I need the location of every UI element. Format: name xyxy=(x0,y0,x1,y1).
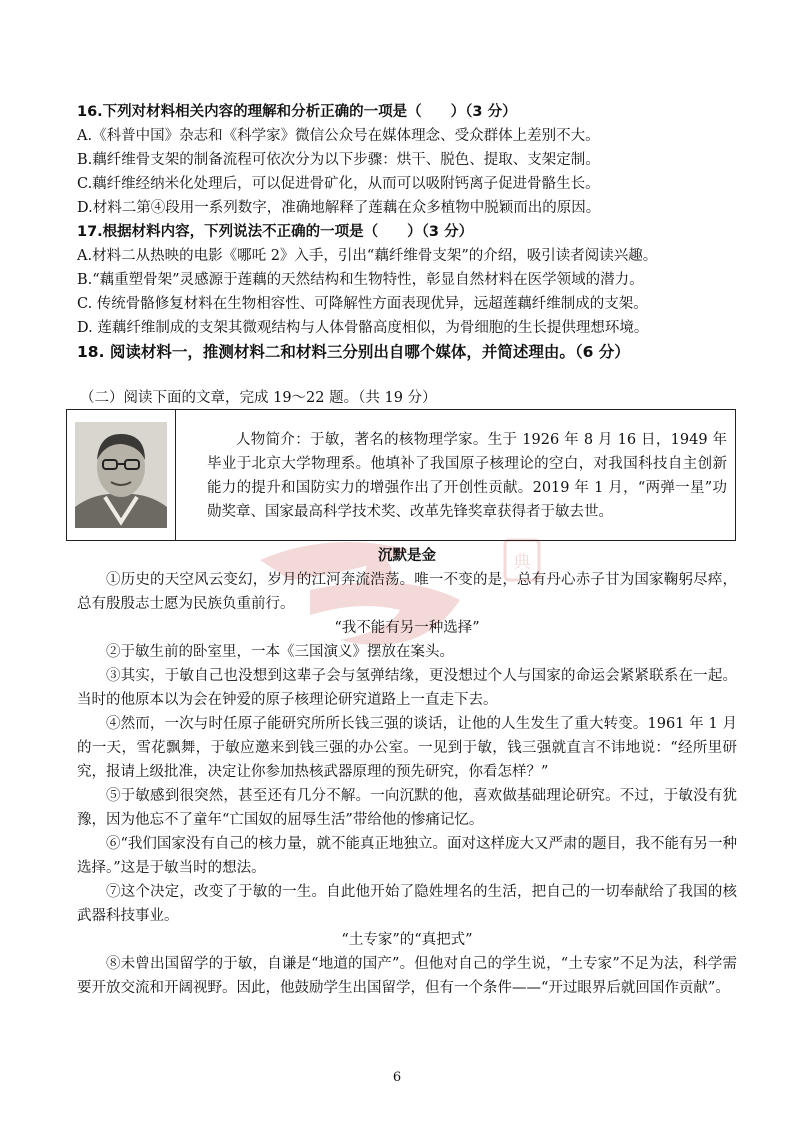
portrait-photo xyxy=(75,422,167,528)
question-17-option-b: B.“藕重塑骨架”灵感源于莲藕的天然结构和生物特性，彰显自然材料在医学领域的潜力。 xyxy=(77,272,644,288)
article-paragraph-1: ①历史的天空风云变幻，岁月的江河奔流浩荡。唯一不变的是，总有丹心赤子甘为国家鞠躬尽瘁，总有殷殷志士愿为民族负重前行。 xyxy=(77,572,737,612)
question-16-option-b: B.藕纤维骨支架的制备流程可依次分为以下步骤：烘干、脱色、提取、支架定制。 xyxy=(77,152,600,168)
question-17-option-a: A.材料二从热映的电影《哪吒 2》入手，引出“藕纤维骨支架”的介绍，吸引读者阅读兴趣。 xyxy=(77,248,658,264)
article-paragraph-3: ③其实，于敏自己也没想到这辈子会与氢弹结缘，更没想过个人与国家的命运会紧紧联系在一起。当时的他原本以为会在钟爱的原子核理论研究道路上一直走下去。 xyxy=(77,668,737,708)
bio-text: 人物简介：于敏，著名的核物理学家。生于 1926 年 8 月 16 日，1949 年毕业于北京大学物理系。他填补了我国原子核理论的空白，对我国科技自主创新能力的提升和国防实力的增强作出了开创性贡献。2019 年 1 月，“两弹一星”功勋奖章、国家最高科学技术奖、改革先锋奖章获得者于敏去世。 xyxy=(207,432,727,520)
page-number: 6 xyxy=(392,1070,402,1085)
article-paragraph-7: ⑦这个决定，改变了于敏的一生。自此他开始了隐姓埋名的生活，把自己的一切奉献给了我国的核武器科技事业。 xyxy=(77,884,737,924)
section-2-heading: （二）阅读下面的文章，完成 19～22 题。（共 19 分） xyxy=(80,390,437,406)
svg-text:典: 典 xyxy=(513,552,531,573)
article-paragraph-2: ②于敏生前的卧室里，一本《三国演义》摆放在案头。 xyxy=(106,644,454,660)
article-paragraph-5: ⑤于敏感到很突然，甚至还有几分不解。一向沉默的他，喜欢做基础理论研究。不过，于敏没有犹豫，因为他忘不了童年“亡国奴的屈辱生活”带给他的惨痛记忆。 xyxy=(77,788,737,828)
bio-box xyxy=(66,409,736,541)
question-17-option-d: D. 莲藕纤维制成的支架其微观结构与人体骨骼高度相似，为骨细胞的生长提供理想环境。 xyxy=(77,320,649,336)
question-18-stem: 18. 阅读材料一，推测材料二和材料三分别出自哪个媒体，并简述理由。（6 分） xyxy=(77,343,630,361)
question-16-option-c: C.藕纤维经纳米化处理后，可以促进骨矿化，从而可以吸附钙离子促进骨骼生长。 xyxy=(77,176,600,192)
question-16-option-a: A.《科普中国》杂志和《科学家》微信公众号在媒体理念、受众群体上差别不大。 xyxy=(77,128,600,144)
question-17-stem: 17.根据材料内容，下列说法不正确的一项是（ ）（3 分） xyxy=(77,224,474,240)
article-paragraph-4: ④然而，一次与时任原子能研究所所长钱三强的谈话，让他的人生发生了重大转变。1961 年 1 月的一天，雪花飘舞，于敏应邀来到钱三强的办公室。一见到于敏，钱三强就直言不讳地说：“经所里研究，报请上级批准，决定让你参加热核武器原理的预先研究，你看怎样？” xyxy=(77,716,737,780)
article-paragraph-6: ⑥“我们国家没有自己的核力量，就不能真正地独立。面对这样庞大又严肃的题目，我不能有另一种选择。”这是于敏当时的想法。 xyxy=(77,836,737,876)
article-subtitle-1: “我不能有另一种选择” xyxy=(334,620,480,636)
article-subtitle-2: “土专家”的“真把式” xyxy=(341,932,473,948)
question-16-stem: 16.下列对材料相关内容的理解和分析正确的一项是（ ）（3 分） xyxy=(77,104,517,120)
article-body xyxy=(77,544,737,1000)
bio-photo-cell xyxy=(67,410,176,540)
article-paragraph-8: ⑧未曾出国留学的于敏，自谦是“地道的国产”。但他对自己的学生说，“土专家”不足为法，科学需要开放交流和开阔视野。因此，他鼓励学生出国留学，但有一个条件——“开过眼界后就回国作贡献”。 xyxy=(77,956,737,996)
article-title: 沉默是金 xyxy=(378,548,436,564)
question-16-option-d: D.材料二第④段用一系列数字，准确地解释了莲藕在众多植物中脱颖而出的原因。 xyxy=(77,200,601,216)
question-17-option-c: C. 传统骨骼修复材料在生物相容性、可降解性方面表现优异，远超莲藕纤维制成的支架。 xyxy=(77,296,648,312)
